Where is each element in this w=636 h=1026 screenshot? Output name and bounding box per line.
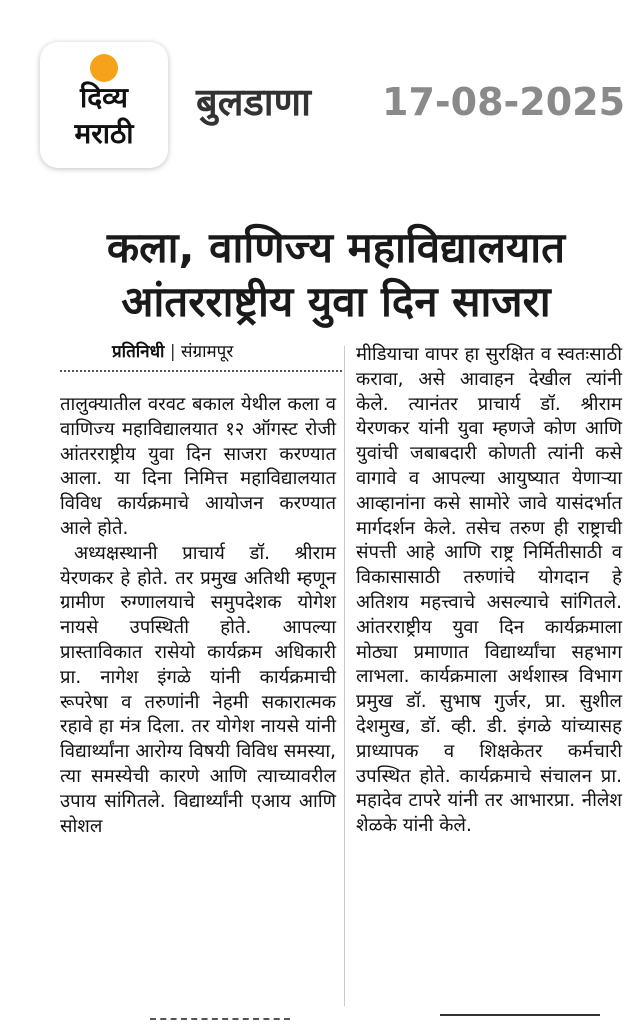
- headline-line-2: आंतरराष्ट्रीय युवा दिन साजरा: [121, 277, 551, 326]
- logo-line-1: दिव्य: [80, 81, 128, 114]
- byline-separator: |: [164, 342, 182, 362]
- byline-dotted-rule: [60, 370, 342, 372]
- byline-author: प्रतिनिधी: [112, 342, 165, 362]
- article-column-2: [356, 343, 622, 839]
- edition-city: बुलडाणा: [196, 80, 311, 124]
- column-2-paragraph-1: मीडियाचा वापर हा सुरक्षित व स्वतःसाठी करावा, असे आवाहन देखील त्यांनी केले. त्यानंतर प्राचार्य डॉ. श्रीराम येरणकर यांनी युवा म्हणजे कोण आणि युवांची जबाबदारी कोणती त्यांनी कसे वागावे व आपल्या आयुष्यात येणाऱ्या आव्हानांना कसे सामोरे जावे यासंदर्भात मार्गदर्शन केले. तसेच तरुण ही राष्ट्राची संपत्ती आहे आणि राष्ट्र निर्मितीसाठी व विकासासाठी तरुणांचे योगदान हे अतिशय महत्त्वाचे असल्याचे सांगितले. आंतरराष्ट्रीय युवा दिन कार्यक्रमाला मोठ्या प्रमाणात विद्यार्थ्यांचा सहभाग लाभला. कार्यक्रमाला अर्थशास्त्र विभाग प्रमुख डॉ. सुभाष गुर्जर, प्रा. सुशील देशमुख, डॉ. व्ही. डी. इंगळे यांच्यासह प्राध्यापक व शिक्षकेतर कर्मचारी उपस्थित होते. कार्यक्रमाचे संचालन प्रा. महादेव टापरे यांनी तर आभारप्रा. नीलेश शेळके यांनी केले.: [356, 344, 622, 837]
- headline-line-1: कला, वाणिज्य महाविद्यालयात: [106, 223, 566, 272]
- article-column-1: [60, 393, 336, 839]
- byline-place: संग्रामपूर: [181, 342, 234, 362]
- column-1-paragraph-1: तालुक्यातील वरवट बकाल येथील कला व वाणिज्य महाविद्यालयात १२ ऑगस्ट रोजी आंतरराष्ट्रीय युवा दिन साजरा करण्यात आला. या दिना निमित्त महाविद्यालयात विविध कार्यक्रमाचे आयोजन करण्यात आले होते.: [60, 394, 336, 539]
- byline: [112, 341, 233, 363]
- logo-line-2: मराठी: [74, 117, 134, 150]
- sun-icon: [90, 54, 118, 82]
- edition-date: 17-08-2025: [382, 80, 626, 124]
- divya-marathi-logo: [40, 42, 168, 168]
- bottom-rule: [440, 1014, 600, 1026]
- bottom-dashed-rule: [150, 1018, 290, 1026]
- column-1-paragraph-2: अध्यक्षस्थानी प्राचार्य डॉ. श्रीराम येरणकर हे होते. तर प्रमुख अतिथी म्हणून ग्रामीण रुग्णालयाचे समुपदेशक योगेश नायसे उपस्थिती होते. आपल्या प्रास्ताविकात रासेयो कार्यक्रम अधिकारी प्रा. नागेश इंगळे यांनी कार्यक्रमाची रूपरेषा व तरुणांनी नेहमी सकारात्मक रहावे हा मंत्र दिला. तर योगेश नायसे यांनी विद्यार्थ्यांना आरोग्य विषयी विविध समस्या, त्या समस्येची कारणे आणि त्याच्यावरील उपाय सांगितले. विद्यार्थ्यांनी एआय आणि सोशल: [60, 542, 336, 837]
- column-divider: [344, 346, 345, 1006]
